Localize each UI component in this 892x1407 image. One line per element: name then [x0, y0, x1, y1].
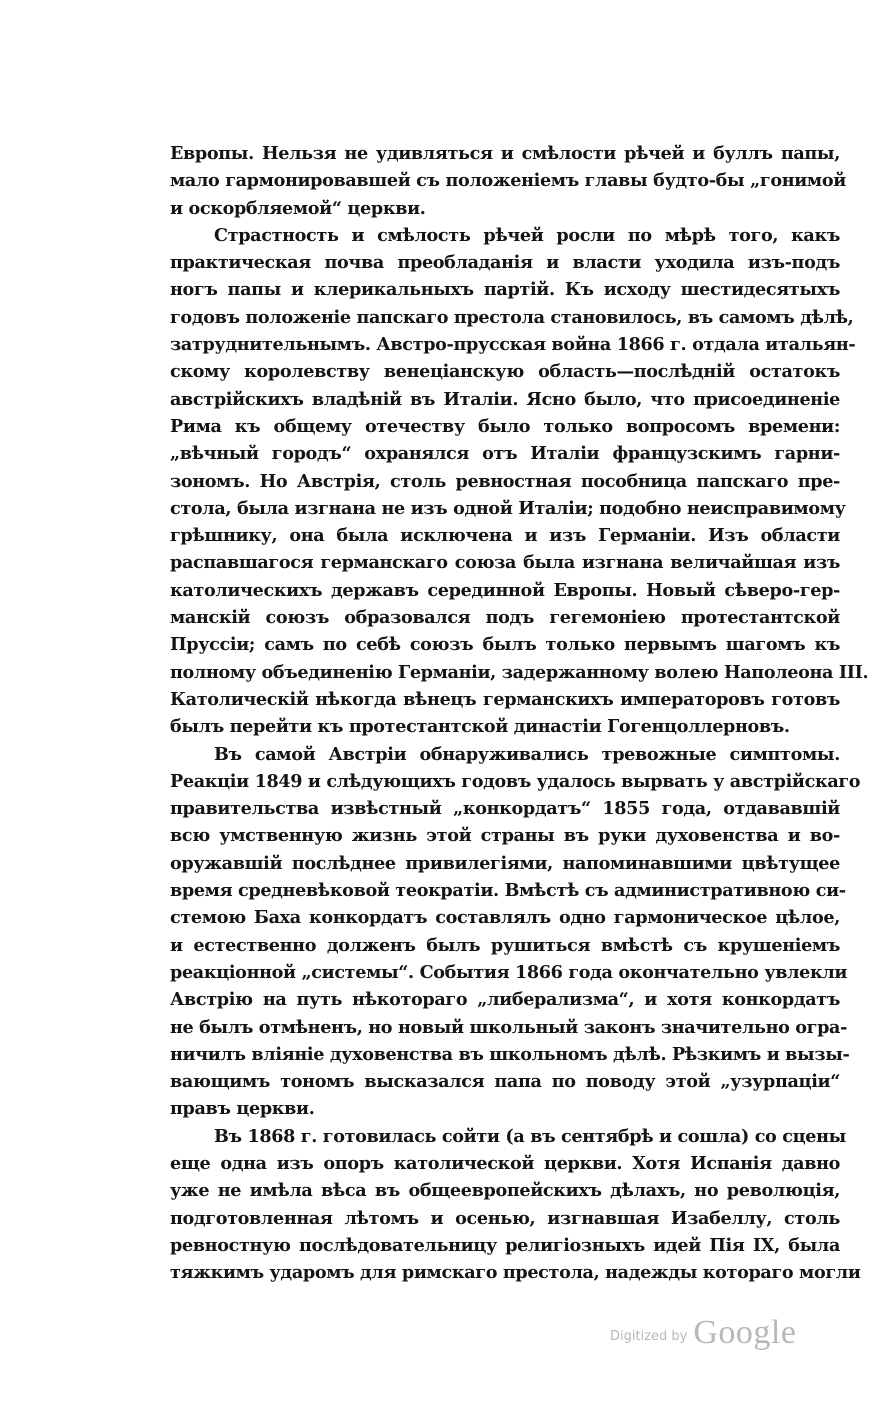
text-line: былъ перейти къ протестантской династiи Гогенцоллерновъ. [170, 716, 790, 738]
page-body-text [170, 140, 869, 1286]
text-line: еще одна изъ опоръ католической церкви. Хотя Испанiя давно [170, 1152, 840, 1174]
text-line: манскiй союзъ образовался подъ гегемонiею протестантской [170, 607, 840, 629]
paragraph [170, 140, 846, 222]
paragraph [170, 222, 869, 741]
text-line: ревностную послѣдовательницу религiозныхъ идей Пiя IX, была [170, 1234, 840, 1256]
text-line: грѣшнику, она была исключена и изъ Германiи. Изъ области [170, 525, 840, 547]
google-logo-text: Google [693, 1314, 797, 1351]
text-line: правительства извѣстный „конкордатъ“ 1855 года, отдававшiй [170, 798, 840, 820]
text-line: Католическiй нѣкогда вѣнецъ германскихъ императоровъ готовъ [170, 688, 840, 710]
watermark-prefix: Digitized by [610, 1329, 688, 1344]
text-line: зономъ. Но Австрiя, столь ревностная пособница папскаго пре- [170, 470, 840, 492]
text-line: Европы. Нельзя не удивляться и смѣлости рѣчей и буллъ папы, [170, 143, 840, 164]
text-line: не былъ отмѣненъ, но новый школьный законъ значительно огра- [170, 1016, 848, 1038]
text-line: скому королевству венецiанскую область—послѣднiй остатокъ [170, 361, 840, 383]
text-line: полному объединенiю Германiи, задержанному волею Наполеона III. [170, 661, 869, 683]
text-line: тяжкимъ ударомъ для римскаго престола, надежды котораго могли [170, 1262, 861, 1284]
text-line: распавшагося германскаго союза была изгнана величайшая изъ [170, 552, 840, 574]
text-line: Рима къ общему отечеству было только вопросомъ времени: [170, 415, 840, 437]
text-line: правъ церкви. [170, 1098, 315, 1120]
text-line: ногъ папы и клерикальныхъ партiй. Къ исходу шестидесятыхъ [170, 279, 840, 301]
text-line: Пруссiи; самъ по себѣ союзъ былъ только первымъ шагомъ къ [170, 634, 840, 656]
text-line: стола, была изгнана не изъ одной Италiи; подобно неисправимому [170, 497, 846, 519]
text-line: стемою Баха конкордатъ составлялъ одно гармоническое цѣлое, [170, 907, 840, 929]
text-line: вающимъ тономъ высказался папа по поводу этой „узурпацiи“ [170, 1071, 840, 1093]
text-line: Реакцiи 1849 и слѣдующихъ годовъ удалось вырвать у австрiйскаго [170, 770, 861, 792]
text-line: уже не имѣла вѣса въ общеевропейскихъ дѣлахъ, но революцiя, [170, 1180, 840, 1202]
text-line: и оскорбляемой“ церкви. [170, 197, 426, 219]
text-line: затруднительнымъ. Австро-прусская война 1866 г. отдала итальян- [170, 334, 856, 356]
text-line: время средневѣковой теократiи. Вмѣстѣ съ административною си- [170, 880, 846, 902]
text-line: мало гармонировавшей съ положенiемъ главы будто-бы „гонимой [170, 170, 846, 192]
text-line: католическихъ державъ серединной Европы. Новый сѣверо-гер- [170, 579, 840, 601]
text-line: практическая почва преобладанiя и власти уходила изъ-подъ [170, 252, 840, 274]
text-line: всю умственную жизнь этой страны въ руки духовенства и во- [170, 825, 840, 847]
text-line: Страстность и смѣлость рѣчей росли по мѣрѣ того, какъ [214, 224, 840, 246]
text-line: и естественно долженъ былъ рушиться вмѣстѣ съ крушенiемъ [170, 934, 840, 956]
text-line: ничилъ влiянiе духовенства въ школьномъ дѣлѣ. Рѣзкимъ и вызы- [170, 1043, 850, 1065]
text-line: Австрiю на путь нѣкотораго „либерализма“, и хотя конкордатъ [170, 989, 840, 1011]
text-line: австрiйскихъ владѣнiй въ Италiи. Ясно было, что присоединенiе [170, 388, 840, 410]
text-line: реакцiонной „системы“. События 1866 года окончательно увлекли [170, 961, 848, 983]
paragraph [170, 741, 861, 1123]
text-line: Въ 1868 г. готовилась сойти (а въ сентябрѣ и сошла) со сцены [214, 1125, 846, 1147]
text-line: „вѣчный городъ“ охранялся отъ Италiи французскимъ гарни- [170, 443, 840, 465]
text-line: оружавшiй послѣднее привилегiями, напоминавшими цвѣтущее [170, 852, 840, 874]
digitized-by-google-watermark [610, 1308, 796, 1352]
text-line: годовъ положенiе папскаго престола становилось, въ самомъ дѣлѣ, [170, 306, 854, 328]
paragraph [170, 1123, 861, 1287]
text-line: подготовленная лѣтомъ и осенью, изгнавшая Изабеллу, столь [170, 1207, 840, 1229]
text-line: Въ самой Австрiи обнаруживались тревожные симптомы. [214, 743, 840, 765]
